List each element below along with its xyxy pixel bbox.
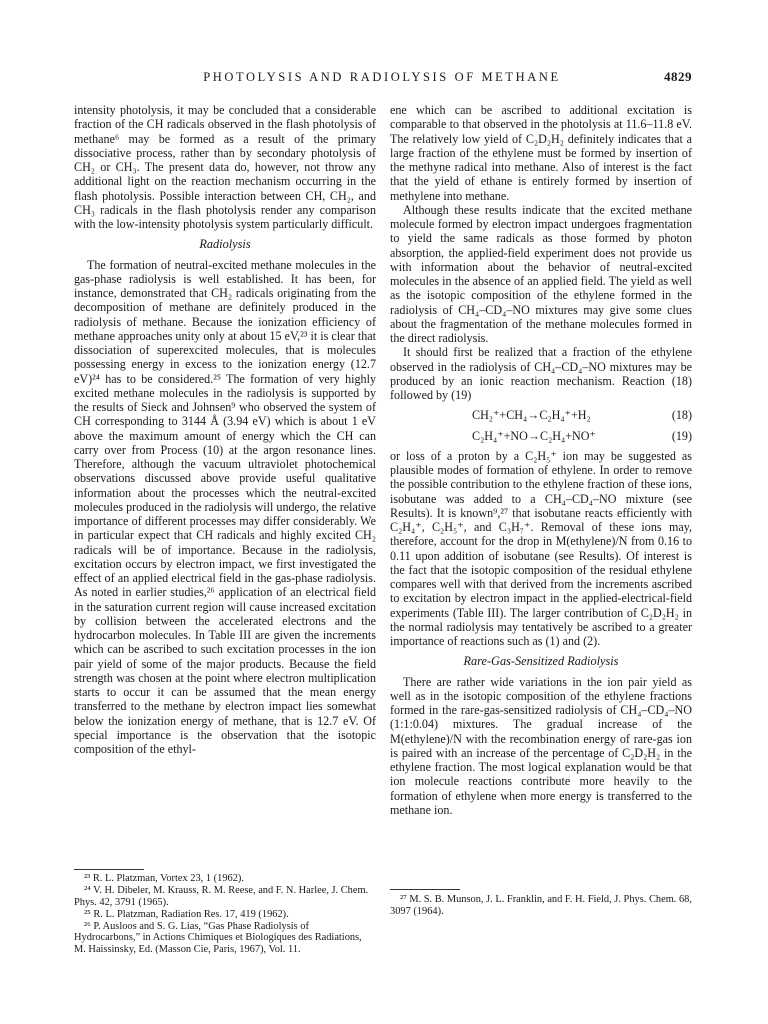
- right-paragraph-2: Although these results indicate that the excited methane molecule formed by electron impact undergoes fragmentation to yield the same radicals as those formed by photon absorption, the applied-field experiment does not provide us with information about the behavior of neutral-excited molecules in the absence of an applied field. The yield as well as the isotopic composition of the ethylene formed in the radiolysis of CH₄–CD₄–NO mixtures may give some clues about the fragmentation of the methane molecules formed in the direct radiolysis.: [390, 202, 692, 345]
- footnote-26: ²⁶ P. Ausloos and S. G. Lias, “Gas Phase Radiolysis of Hydrocarbons,” in Actions Chimiques et Biologiques des Radiations, M. Haissinsky, Ed. (Masson Cie, Paris, 1967), Vol. 11.: [74, 920, 362, 956]
- footnote-24: ²⁴ V. H. Dibeler, M. Krauss, R. M. Reese, and F. N. Harlee, J. Chem. Phys. 42, 3791 (1965).: [74, 885, 369, 908]
- right-paragraph-5: There are rather wide variations in the ion pair yield as well as in the isotopic composition of the ethylene fractions formed in the rare-gas-sensitized radiolysis of CH₄–CD₄–NO (1:1:0.04) mixtures. The gradual increase of the M(ethylene)/N with the recombination energy of rare-gas ion is paired with an increase of the percentage of C₂D₂H₂ in the ethylene fraction. The most logical explanation would be that ion molecule reactions contribute more heavily to the formation of ethylene when more energy is transferred to the methane ion.: [390, 674, 692, 817]
- equation-text: C₂H₄⁺+NO→C₂H₄+NO⁺: [472, 428, 596, 443]
- footnote-23: ²³ R. L. Platzman, Vortex 23, 1 (1962).: [84, 873, 244, 884]
- footnote-27: ²⁷ M. S. B. Munson, J. L. Franklin, and F. H. Field, J. Phys. Chem. 68, 3097 (1964).: [390, 894, 692, 917]
- footnotes-right: [390, 894, 692, 918]
- page-number: 4829: [664, 69, 692, 84]
- footnote-rule: [74, 869, 144, 870]
- section-heading-radiolysis: Radiolysis: [199, 237, 251, 252]
- equation-19: [390, 429, 692, 443]
- right-paragraph-3: It should first be realized that a fraction of the ethylene observed in the radiolysis of CH₄–CD₄–NO mixtures may be produced by an ionic reaction mechanism. Reaction (18) followed by (19): [390, 345, 692, 402]
- left-paragraph-2: The formation of neutral-excited methane molecules in the gas-phase radiolysis is well established. It has been, for instance, demonstrated that CH₂ radicals originating from the decomposition of methane are definitely produced in the radiolysis of methane. Because the ionization efficiency of methane approaches unity only at about 15 eV,²³ it is clear that dissociation of superexcited molecules, that is molecules possessing energy in excess to the ionization energy (12.7 eV)²⁴ has to be considered.²⁵ The formation of very highly excited methane molecules in the radiolysis is supported by the results of Sieck and Johnsen⁹ who observed the system of CH corresponding to 3144 Å (3.94 eV) which is about 1 eV above the maximum amount of energy which the CH can carry over from Process (10) at the argon resonance lines. Therefore, although the vacuum ultraviolet photochemical observations discussed above provide useful qualitative information about the processes which the neutral-excited molecules produced in the radiolysis will undergo, the relative importance of different processes may differ considerably. We in particular expect that CH radicals and highly excited CH₂ radicals will be of importance. Because in the radiolysis, excitation occurs by electron impact, we first investigated the effect of an applied electrical field in the gas-phase radiolysis. As noted in earlier studies,²⁶ application of an electrical field in the saturation current region will cause increased excitation by collision between the accelerated electrons and the hydrocarbon molecules. In Table III are given the increments which can be ascribed to such excitation processes in the ion pair yield of some of the major products. Because the field strength was chosen at the point where electron multiplication starts to occur it can be assumed that the mean energy transferred to the methane by electron impact lies somewhat below the ionization energy of methane, that is 12.7 eV. Of special importance is the observation that the isotopic composition of the ethyl-: [74, 257, 376, 756]
- right-paragraph-1: ene which can be ascribed to additional excitation is comparable to that observed in the photolysis at 11.6–11.8 eV. The relatively low yield of C₂D₂H₂ definitely indicates that a large fraction of the ethylene must be formed by insertion of the methyne radical into methane. Also of interest is the fact that the yield of ethane is entirely formed by insertion of methylene into methane.: [390, 103, 692, 203]
- left-column: [74, 103, 376, 756]
- left-paragraph-1: intensity photolysis, it may be concluded that a considerable fraction of the CH radicals observed in the flash photolysis of methane⁶ may be formed as a result of the primary dissociative process, rather than by secondary photolysis of CH₂ or CH₃. The present data do, however, not throw any additional light on the reaction mechanism occurring in the flash photolysis. Possible interaction between CH, CH₂, and CH₃ radicals in the flash photolysis render any comparison with the low-intensity photolysis system particularly difficult.: [74, 103, 376, 231]
- equation-text: CH₂⁺+CH₄→C₂H₄⁺+H₂: [472, 408, 591, 423]
- equation-18: [390, 408, 692, 422]
- equation-number: (18): [671, 408, 692, 423]
- footnotes-left: [74, 873, 376, 956]
- equation-number: (19): [671, 428, 692, 443]
- footnote-rule: [390, 889, 460, 890]
- right-paragraph-4: or loss of a proton by a C₂H₅⁺ ion may be suggested as plausible modes of formation of ethylene. In order to remove the possible contribution to the ethylene fraction of these ions, isobutane was added to a CH₄–CD₄–NO mixture (see Results). It is known⁹,²⁷ that isobutane reacts efficiently with C₂H₄⁺, C₂H₅⁺, and C₃H₇⁺. Removal of these ions may, therefore, account for the drop in M(ethylene)/N from 0.16 to 0.11 upon addition of isobutane (see Results). Of interest is the fact that the isotopic composition of the residual ethylene compares well with that derived from the increments ascribed to excitation by electron impact in the applied-electrical-field experiments (Table III). The larger contribution of C₂D₂H₂ in the normal radiolysis may tentatively be ascribed to a greater importance of reactions such as (1) and (2).: [390, 448, 692, 648]
- running-title: PHOTOLYSIS AND RADIOLYSIS OF METHANE: [203, 70, 561, 84]
- footnote-25: ²⁵ R. L. Platzman, Radiation Res. 17, 419 (1962).: [84, 908, 289, 920]
- section-heading-rare-gas: Rare-Gas-Sensitized Radiolysis: [463, 654, 619, 669]
- right-column: [390, 103, 692, 817]
